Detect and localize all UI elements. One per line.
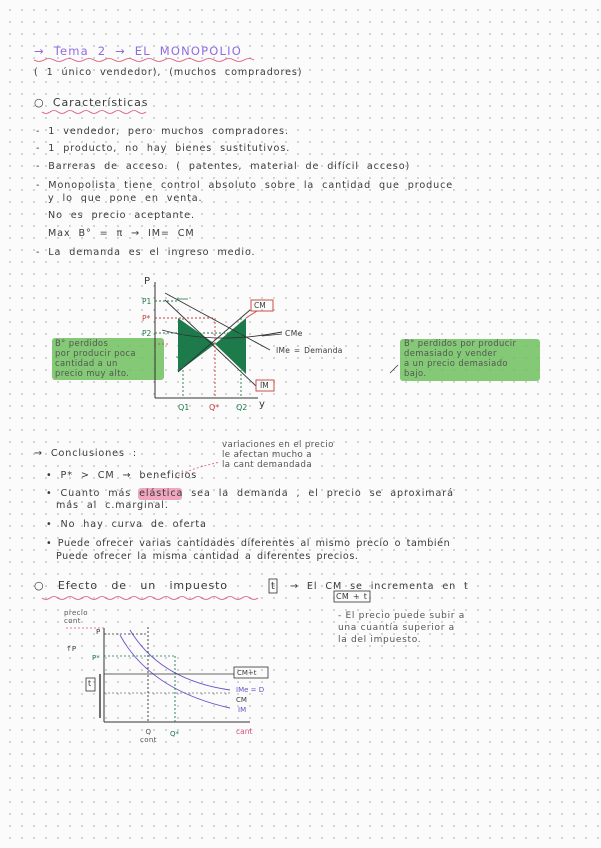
conclusions-heading: → Conclusiones : (34, 448, 137, 459)
characteristics-heading: ○ Características (34, 96, 149, 109)
list-item: - Monopolista tiene control absoluto sobre la cantidad que produce (36, 180, 454, 191)
cm-t-label: CM + t (336, 592, 368, 601)
y-axis-label: y (259, 399, 266, 410)
list-item: • No hay curva de oferta (46, 519, 207, 530)
cm-label: CM (254, 301, 266, 310)
tax-pstar-label: P* (92, 654, 100, 662)
p-axis-label: P (144, 276, 151, 287)
q-cont-label: Q cont (140, 728, 157, 744)
tax-cm-label: CM (236, 696, 247, 704)
precio-cont-label: precio cont (64, 609, 88, 625)
p2-label: P2 (142, 329, 152, 338)
list-item: y lo que pone en venta. (48, 193, 203, 204)
list-item: Puede ofrecer la misma cantidad a diferentes precios. (56, 551, 359, 562)
p1-label: P1 (142, 297, 152, 306)
tax-heading: ○ Efecto de un impuesto (34, 579, 228, 592)
tax-t-label: t (88, 679, 92, 688)
im-label: IM (260, 381, 269, 390)
list-item: No es precio aceptante. (48, 210, 195, 221)
list-item: - 1 vendedor, pero muchos compradores. (36, 126, 289, 137)
list-item: más al c.marginal. (56, 500, 169, 511)
list-item: - La demanda es el ingreso medio. (36, 247, 256, 258)
list-item: • P* > CM → beneficios (46, 470, 198, 481)
note-right: B° perdidos por producir demasiado y vender a un precio demasiado bajo. (404, 338, 517, 378)
ime-label: IMe = Demanda (276, 346, 343, 355)
list-item: • Cuanto más elástica sea la demanda , el precio se aproximará (46, 488, 454, 499)
tax-t-box: t (271, 581, 276, 592)
tax-qstar-label: Q* (170, 730, 180, 738)
tax-im-label: IM (238, 706, 247, 714)
page-title: → Tema 2 → EL MONOPOLIO (34, 44, 242, 58)
elasticity-annotation: variaciones en el precio le afectan mucho a la cant demandada (222, 440, 334, 470)
delta-p-label: ↑P (66, 645, 77, 653)
list-item: • Puede ofrecer varias cantidades diferentes al mismo precio o también (46, 538, 451, 549)
pstar-label: P* (142, 314, 151, 323)
list-item: Max B° = π → IM= CM (48, 228, 195, 239)
tax-ime-label: IMe = D (236, 686, 265, 694)
tax-p-axis: P (96, 628, 101, 636)
subtitle: ( 1 único vendedor), (muchos compradores) (34, 67, 303, 78)
note-left: B° perdidos por producir poca cantidad a un precio muy alto. (55, 338, 136, 378)
cme-label: CMe (285, 329, 303, 338)
q2-label: Q2 (236, 403, 248, 412)
list-item: - 1 producto, no hay bienes sustitutivos. (36, 143, 291, 154)
tax-note: - El precio puede subir a una cuantía superior a la del impuesto. (338, 611, 465, 645)
q1-label: Q1 (178, 403, 190, 412)
list-item: - Barreras de acceso. ( patentes, material de difícil acceso) (36, 161, 411, 172)
tax-arrow-text: → El CM se incrementa en t (290, 581, 469, 592)
qstar-label: Q* (209, 403, 220, 412)
cant-label: cant (236, 727, 253, 736)
tax-cm-t-label: CM+t (237, 669, 257, 677)
